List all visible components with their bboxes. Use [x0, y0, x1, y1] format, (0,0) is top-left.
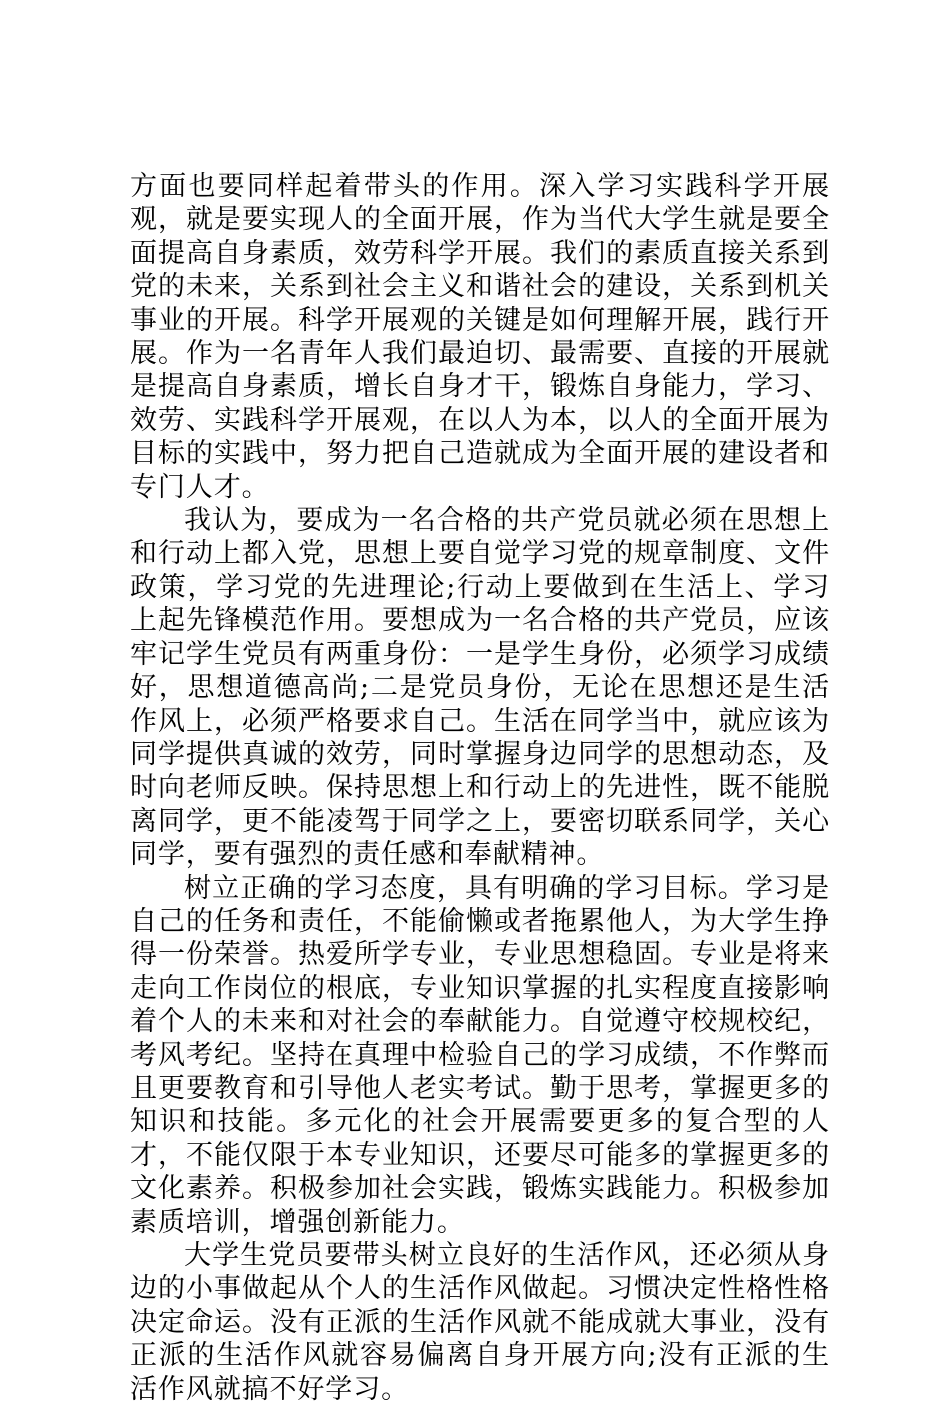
paragraph-lifestyle: 大学生党员要带头树立良好的生活作风，还必须从身边的小事做起从个人的生活作风做起。习惯决定性格性格决定命运。没有正派的生活作风就不能成就大事业，没有正派的生活作风就容易偏离自身开展方向;没有正派的生活作风就搞不好学习。 — [130, 1240, 830, 1405]
paragraph-continuation: 方面也要同样起着带头的作用。深入学习实践科学开展观，就是要实现人的全面开展，作为当代大学生就是要全面提高自身素质，效劳科学开展。我们的素质直接关系到党的未来，关系到社会主义和谐社会的建设，关系到机关事业的开展。科学开展观的关键是如何理解开展，践行开展。作为一名青年人我们最迫切、最需要、直接的开展就是提高自身素质，增长自身才干，锻炼自身能力，学习、效劳、实践科学开展观，在以人为本，以人的全面开展为目标的实践中，努力把自己造就成为全面开展的建设者和专门人才。 — [130, 171, 830, 503]
paragraph-study-attitude: 树立正确的学习态度，具有明确的学习目标。学习是自己的任务和责任，不能偷懒或者拖累他人，为大学生挣得一份荣誉。热爱所学专业，专业思想稳固。专业是将来走向工作岗位的根底，专业知识掌握的扎实程度直接影响着个人的未来和对社会的奉献能力。自觉遵守校规校纪，考风考纪。坚持在真理中检验自己的学习成绩，不作弊而且更要教育和引导他人老实考试。勤于思考，掌握更多的知识和技能。多元化的社会开展需要更多的复合型的人才，不能仅限于本专业知识，还要尽可能多的掌握更多的文化素养。积极参加社会实践，锻炼实践能力。积极参加素质培训，增强创新能力。 — [130, 872, 830, 1238]
paragraph-party-membership: 我认为，要成为一名合格的共产党员就必须在思想上和行动上都入党，思想上要自觉学习党的规章制度、文件政策，学习党的先进理论;行动上要做到在生活上、学习上起先锋模范作用。要想成为一名合格的共产党员，应该牢记学生党员有两重身份：一是学生身份，必须学习成绩好，思想道德高尚;二是党员身份，无论在思想还是生活作风上，必须严格要求自己。生活在同学当中，就应该为同学提供真诚的效劳，同时掌握身边同学的思想动态，及时向老师反映。保持思想上和行动上的先进性，既不能脱离同学，更不能凌驾于同学之上，要密切联系同学，关心同学，要有强烈的责任感和奉献精神。 — [130, 505, 830, 871]
document-body — [130, 170, 830, 1406]
